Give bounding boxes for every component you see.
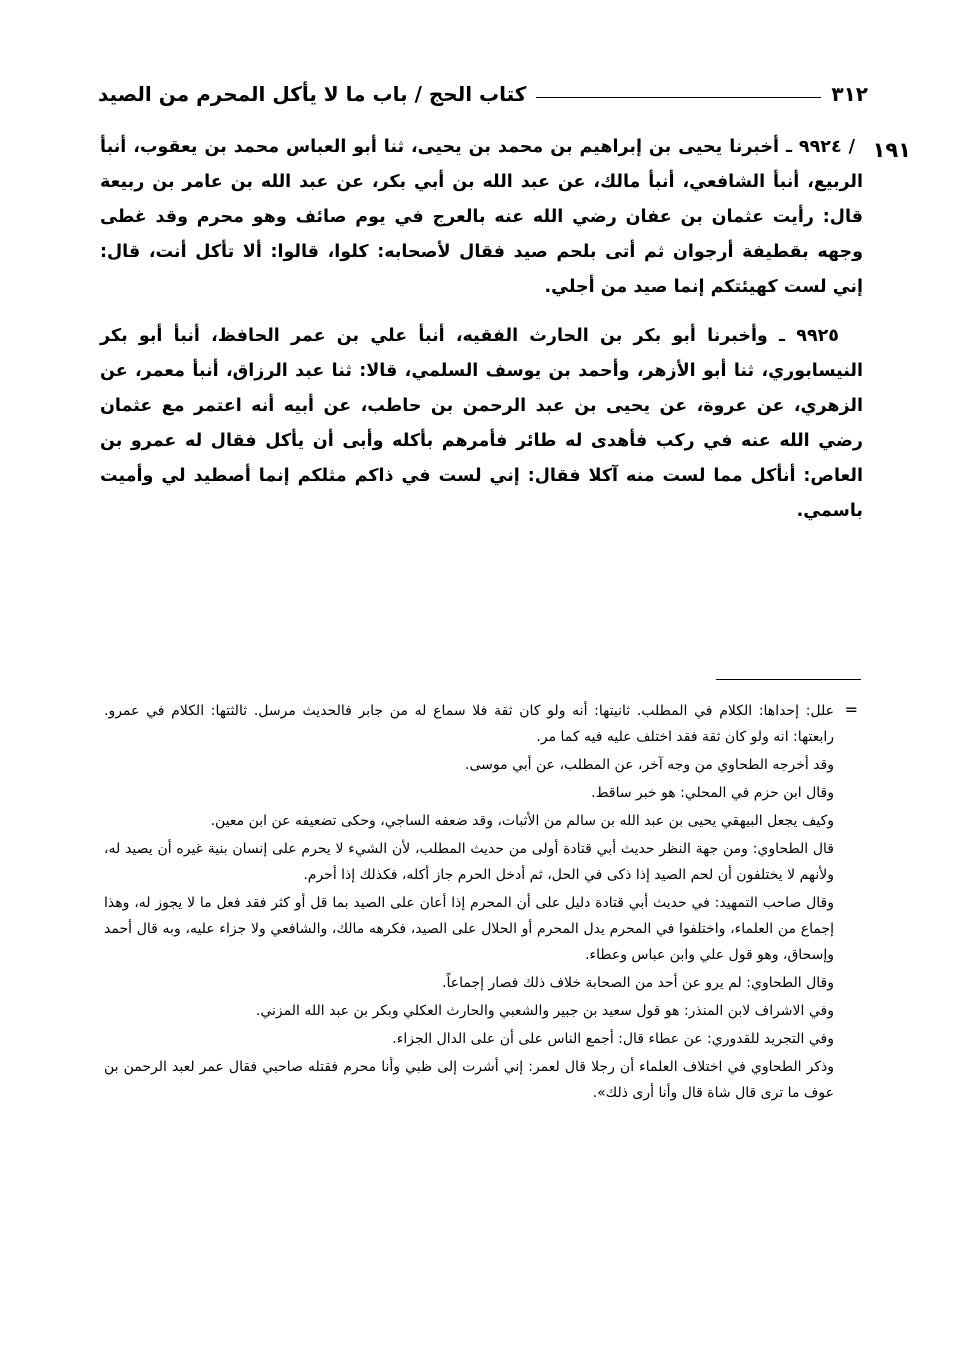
footnote-continuation-mark: =	[844, 700, 858, 719]
footnote-paragraph: وذكر الطحاوي في اختلاف العلماء أن رجلا قال لعمر: إني أشرت إلى ظبي وأنا محرم فقتله صاحبي فقال عمر لعبد الرحمن بن عوف ما ترى قال شاة قال وأنا أرى ذلك».	[104, 1059, 834, 1101]
main-text	[100, 130, 863, 543]
footnotes	[104, 698, 834, 1108]
footnote-separator	[716, 679, 861, 680]
margin-volume-number: ١٩١	[872, 138, 911, 162]
header-title: كتاب الحج / باب ما لا يأكل المحرم من الصيد	[98, 82, 527, 106]
footnote-paragraph: وفي الاشراف لابن المنذر: هو قول سعيد بن جبير والشعبي والحارث العكلي وبكر بن عبد الله المزني.	[255, 1003, 834, 1019]
footnote-paragraph: قال الطحاوي: ومن جهة النظر حديث أبي قتادة أولى من حديث المطلب، لأن الشيء لا يحرم على إنسان بنية غيره أن يصيد له، ولأنهم لا يختلفون أن لحم الصيد إذا ذكى في الحل، ثم أدخل الحرم جاز أكله، فكذلك إذا أحرم.	[104, 841, 834, 883]
hadith-paragraph: ٩٩٢٥ ـ وأخبرنا أبو بكر بن الحارث الفقيه، أنبأ علي بن عمر الحافظ، أنبأ أبو بكر النيسابوري، ثنا أبو الأزهر، وأحمد بن يوسف السلمي، قالا: ثنا عبد الرزاق، أنبأ معمر، عن الزهري، عن عروة، عن يحيى بن عبد الرحمن بن حاطب، عن أبيه أنه اعتمر مع عثمان رضي الله عنه في ركب فأهدى له طائر فأمرهم بأكله وأبى أن يأكل فقال له عمرو بن العاص: أنأكل مما لست منه آكلا فقال: إني لست في ذاكم مثلكم إنما أصطيد لي وأميت باسمي.	[100, 326, 863, 521]
header-rule	[536, 97, 821, 98]
footnote-paragraph: علل: إحداها: الكلام في المطلب. ثانيتها: أنه ولو كان ثقة فلا سماع له من جابر فالحديث مرسل. ثالثتها: الكلام في عمرو. رابعتها: انه ولو كان ثقة فقد اختلف عليه فيه كما مر.	[104, 703, 834, 745]
page-number: ٣١٢	[831, 82, 868, 106]
footnote-paragraph: وقال صاحب التمهيد: في حديث أبي قتادة دليل على أن المحرم إذا أعان على الصيد بما قل أو كثر فقد فعل ما لا يجوز له، وهذا إجماع من العلماء، واختلفوا في المحرم يدل المحرم أو الحلال على الصيد، فكرهه مالك، والشافعي ولا جزاء عليه، وبه قال أحمد وإسحاق، وهو قول علي وابن عباس وعطاء.	[104, 895, 834, 963]
footnote-paragraph: وكيف يجعل البيهقي يحيى بن عبد الله بن سالم من الأثبات، وقد ضعفه الساجي، وحكى تضعيفه عن ابن معين.	[210, 813, 834, 829]
footnote-paragraph: وقال الطحاوي: لم يرو عن أحد من الصحابة خلاف ذلك فصار إجماعاً.	[442, 975, 834, 991]
hadith-paragraph: / ٩٩٢٤ ـ أخبرنا يحيى بن إبراهيم بن محمد بن يحيى، ثنا أبو العباس محمد بن يعقوب، أنبأ الربيع، أنبأ الشافعي، أنبأ مالك، عن عبد الله بن أبي بكر، عن عبد الله بن عامر بن ربيعة قال: رأيت عثمان بن عفان رضي الله عنه بالعرج في يوم صائف وهو محرم وقد غطى وجهه بقطيفة أرجوان ثم أتى بلحم صيد فقال لأصحابه: كلوا، قالوا: ألا تأكل أنت، قال: إني لست كهيئتكم إنما صيد من أجلي.	[100, 137, 863, 297]
running-header	[98, 78, 868, 110]
footnote-paragraph: وقال ابن حزم في المحلي: هو خبر ساقط.	[591, 785, 834, 801]
footnote-paragraph: وفي التجريد للقدوري: عن عطاء قال: أجمع الناس على أن على الدال الجزاء.	[392, 1031, 834, 1047]
footnote-paragraph: وقد أخرجه الطحاوي من وجه آخر، عن المطلب، عن أبي موسى.	[465, 757, 834, 773]
